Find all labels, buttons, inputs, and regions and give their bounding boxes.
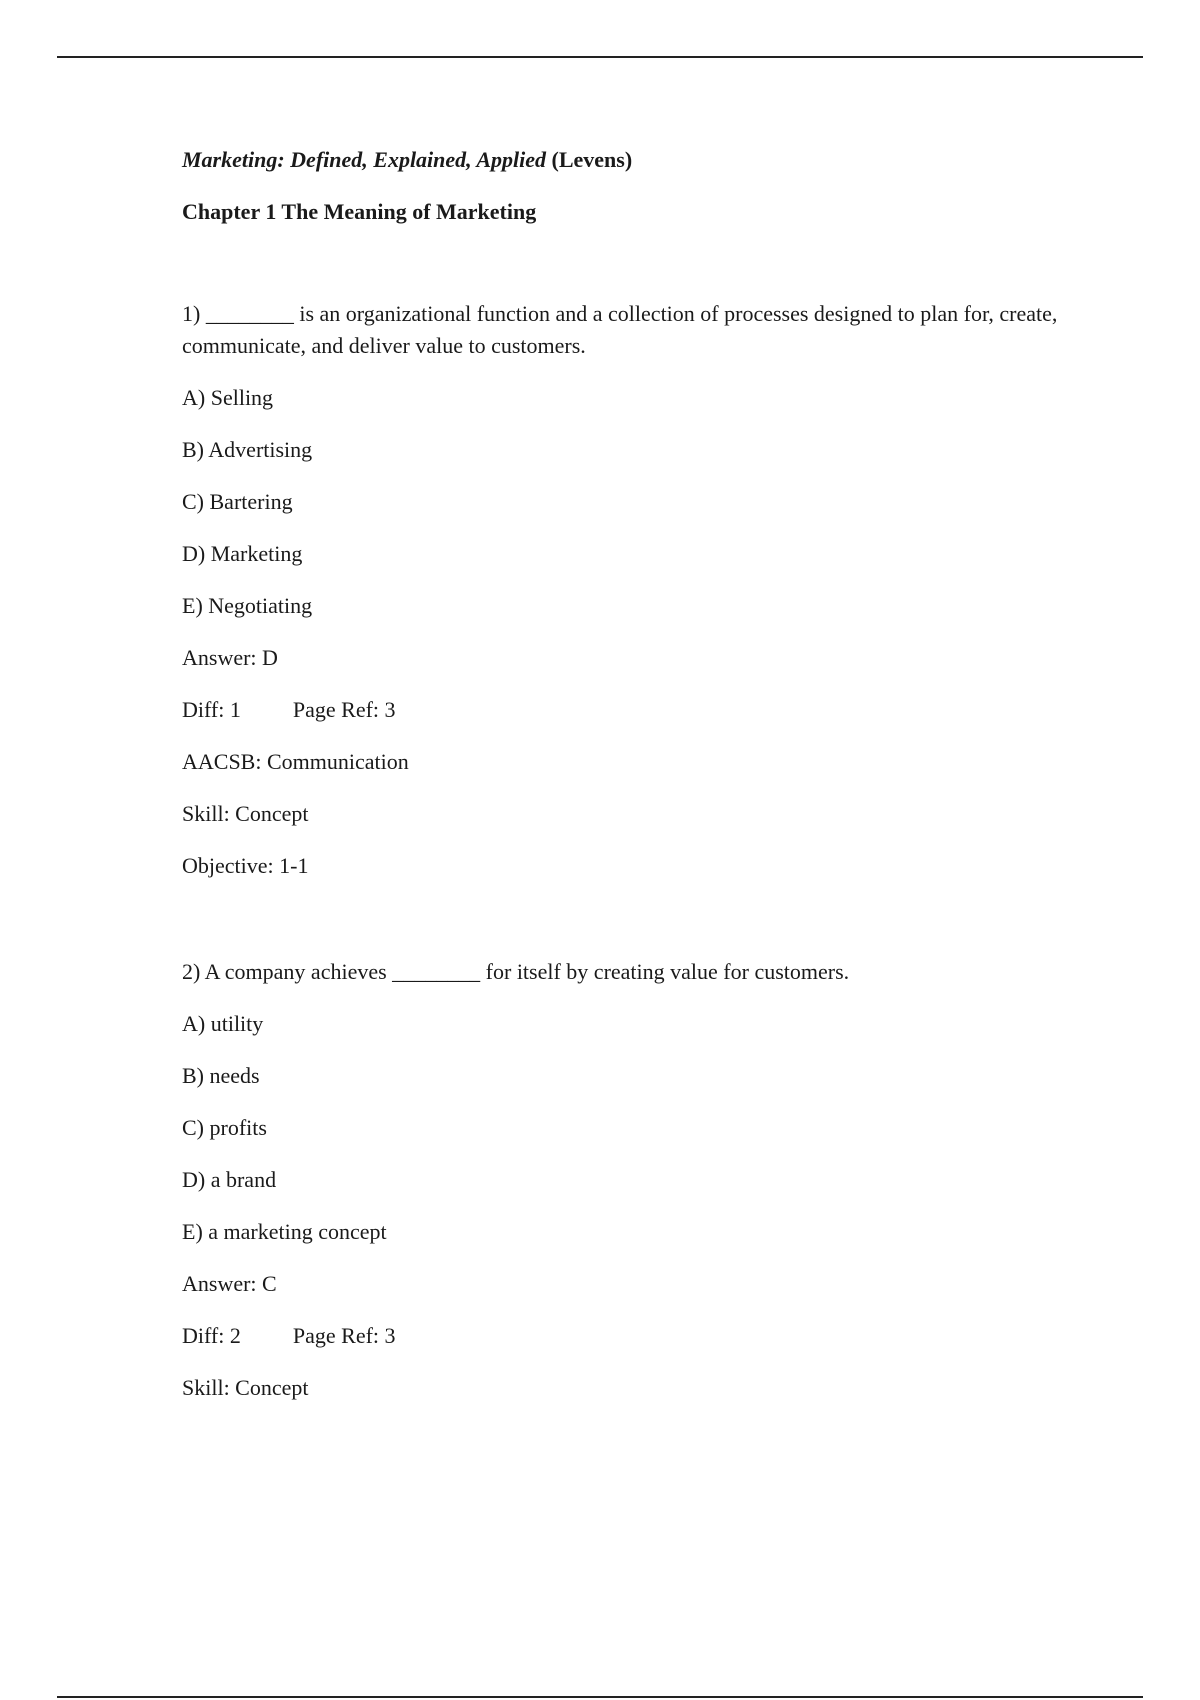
option-b: B) Advertising <box>182 437 313 462</box>
aacsb: AACSB: Communication <box>182 749 409 774</box>
option-d: D) Marketing <box>182 541 303 566</box>
book-title-italic: Marketing: Defined, Explained, Applied <box>182 147 547 172</box>
option-c: C) profits <box>182 1115 267 1140</box>
question-stem: 1) ________ is an organizational function and a collection of processes designed to plan for, create, communicate, and deliver value to customers. <box>182 301 1058 358</box>
option-d: D) a brand <box>182 1167 277 1192</box>
question-2 <box>182 956 1062 1404</box>
chapter-title: Chapter 1 The Meaning of Marketing <box>182 199 537 224</box>
book-title <box>182 144 1062 176</box>
option-a: A) Selling <box>182 385 274 410</box>
option-b: B) needs <box>182 1063 260 1088</box>
question-1 <box>182 298 1062 882</box>
difficulty: Diff: 1 <box>182 697 241 722</box>
objective: Objective: 1-1 <box>182 853 309 878</box>
page-ref: Page Ref: 3 <box>292 697 396 722</box>
bottom-rule <box>57 1696 1143 1698</box>
document-body <box>182 144 1062 1404</box>
page-ref: Page Ref: 3 <box>292 1323 396 1348</box>
difficulty-page-ref <box>182 1320 1062 1352</box>
option-e: E) a marketing concept <box>182 1219 387 1244</box>
answer: Answer: C <box>182 1271 277 1296</box>
difficulty-page-ref <box>182 694 1062 726</box>
difficulty: Diff: 2 <box>182 1323 241 1348</box>
skill: Skill: Concept <box>182 1375 309 1400</box>
option-c: C) Bartering <box>182 489 293 514</box>
option-a: A) utility <box>182 1011 264 1036</box>
answer: Answer: D <box>182 645 278 670</box>
question-stem: 2) A company achieves ________ for itself by creating value for customers. <box>182 959 850 984</box>
book-author: (Levens) <box>546 147 633 172</box>
option-e: E) Negotiating <box>182 593 313 618</box>
top-rule <box>57 56 1143 58</box>
skill: Skill: Concept <box>182 801 309 826</box>
